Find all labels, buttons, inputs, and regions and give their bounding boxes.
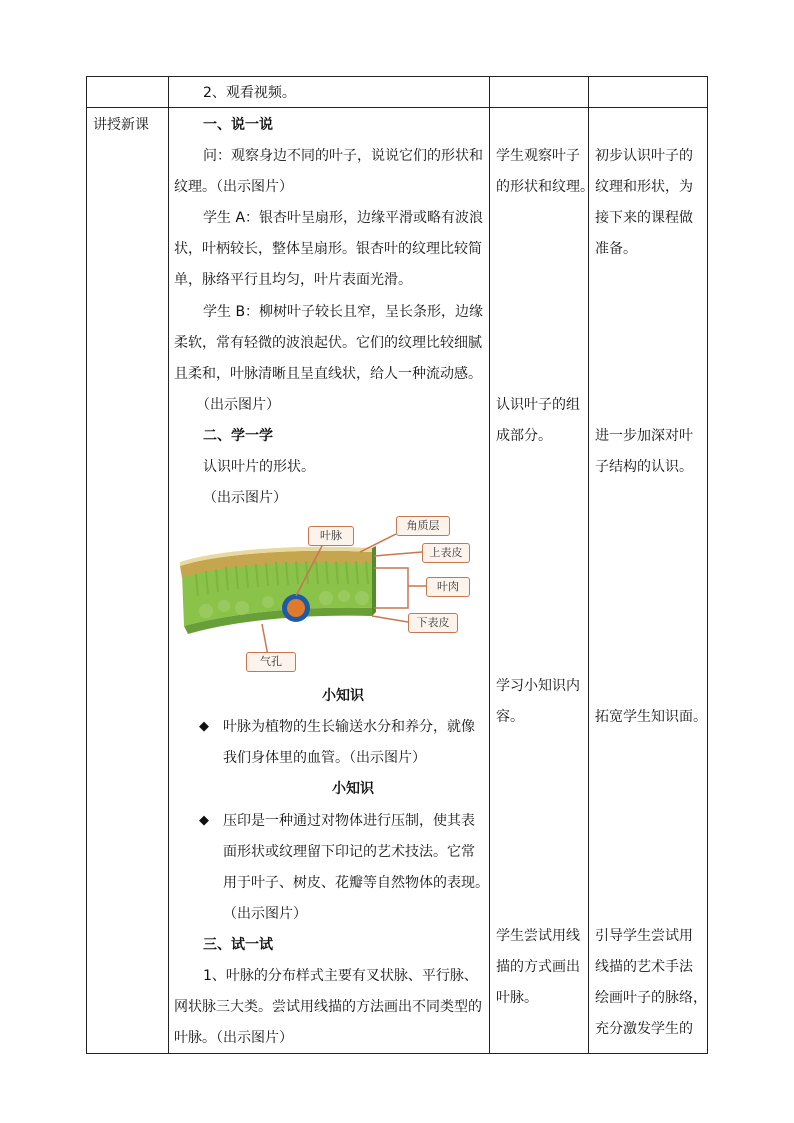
show-picture-2: （出示图片）: [203, 490, 287, 506]
table-border-bottom: [86, 1053, 708, 1054]
student-activity-2-line-1: 认识叶子的组: [496, 397, 580, 413]
tip2-line-1: 压印是一种通过对物体进行压制，使其表: [223, 813, 475, 829]
question-line-2: 纹理。（出示图片）: [174, 179, 293, 195]
intent-4-line-2: 线描的艺术手法: [595, 959, 693, 975]
student-activity-3-line-2: 容。: [496, 709, 524, 725]
intent-4-line-3: 绘画叶子的脉络，: [595, 990, 707, 1006]
student-a-line-3: 单，脉络平行且均匀，叶片表面光滑。: [174, 272, 412, 288]
tip-title-2: 小知识: [332, 781, 374, 797]
student-activity-2-line-2: 成部分。: [496, 428, 552, 444]
student-b-line-1: 学生 B：柳树叶子较长且窄，呈长条形，边缘: [203, 304, 484, 320]
try-line-1: 1、叶脉的分布样式主要有叉状脉、平行脉、: [203, 968, 478, 984]
stage-label: 讲授新课: [93, 117, 149, 133]
section-heading-1: 一、说一说: [203, 117, 273, 133]
student-activity-1-line-1: 学生观察叶子: [496, 148, 580, 164]
tip-title-1: 小知识: [322, 688, 364, 704]
label-upper-epidermis: 上表皮: [422, 543, 470, 563]
student-a-line-1: 学生 A：银杏叶呈扇形，边缘平滑或略有波浪: [203, 210, 484, 226]
table-border-right: [707, 76, 708, 1054]
tip2-line-3: 用于叶子、树皮、花瓣等自然物体的表现。: [223, 875, 489, 891]
student-a-line-2: 状，叶柄较长，整体呈扇形。银杏叶的纹理比较简: [174, 241, 482, 257]
tip2-line-2: 面形状或纹理留下印记的艺术技法。它常: [223, 844, 475, 860]
label-mesophyll: 叶肉: [426, 577, 470, 597]
question-line-1: 问：观察身边不同的叶子，说说它们的形状和: [203, 148, 483, 164]
intent-1-line-3: 接下来的课程做: [595, 210, 693, 226]
table-border-left: [86, 76, 87, 1054]
tip1-line-2: 我们身体里的血管。（出示图片）: [223, 750, 426, 766]
table-row-divider: [86, 107, 708, 108]
intent-4-line-4: 充分激发学生的: [595, 1021, 693, 1037]
tip1-line-1: 叶脉为植物的生长输送水分和养分，就像: [223, 719, 475, 735]
intent-2-line-2: 子结构的认识。: [595, 459, 693, 475]
label-lower-epidermis: 下表皮: [408, 613, 458, 633]
learn-text: 认识叶片的形状。: [203, 459, 315, 475]
tip2-line-4: （出示图片）: [223, 906, 307, 922]
label-stoma: 气孔: [246, 652, 296, 672]
diamond-bullet-icon: ◆: [199, 813, 209, 828]
label-cuticle: 角质层: [396, 516, 450, 536]
student-activity-1-line-2: 的形状和纹理。: [496, 179, 594, 195]
try-line-3: 叶脉。（出示图片）: [174, 1030, 293, 1046]
student-b-line-3: 且柔和，叶脉清晰且呈直线状，给人一种流动感。: [174, 366, 482, 382]
show-picture-1: （出示图片）: [196, 397, 280, 413]
student-activity-4-line-2: 描的方式画出: [496, 959, 580, 975]
label-vein: 叶脉: [308, 526, 354, 546]
section-heading-2: 二、学一学: [203, 428, 273, 444]
table-col-divider-3: [588, 76, 589, 1054]
try-line-2: 网状脉三大类。尝试用线描的方法画出不同类型的: [174, 999, 482, 1015]
leaf-structure-diagram: [176, 516, 484, 676]
intent-1-line-4: 准备。: [595, 241, 637, 257]
intent-1-line-2: 纹理和形状，为: [595, 179, 693, 195]
student-activity-4-line-3: 叶脉。: [496, 990, 538, 1006]
table-col-divider-2: [489, 76, 490, 1054]
diamond-bullet-icon: ◆: [199, 719, 209, 734]
student-activity-4-line-1: 学生尝试用线: [496, 928, 580, 944]
section-heading-3: 三、试一试: [203, 937, 273, 953]
student-activity-3-line-1: 学习小知识内: [496, 678, 580, 694]
row0-content: 2、观看视频。: [203, 85, 296, 101]
intent-3-line-1: 拓宽学生知识面。: [595, 709, 707, 725]
table-border-top: [86, 76, 708, 77]
intent-1-line-1: 初步认识叶子的: [595, 148, 693, 164]
table-col-divider-1: [168, 76, 169, 1054]
intent-4-line-1: 引导学生尝试用: [595, 928, 693, 944]
student-b-line-2: 柔软，常有轻微的波浪起伏。它们的纹理比较细腻: [174, 335, 482, 351]
intent-2-line-1: 进一步加深对叶: [595, 428, 693, 444]
